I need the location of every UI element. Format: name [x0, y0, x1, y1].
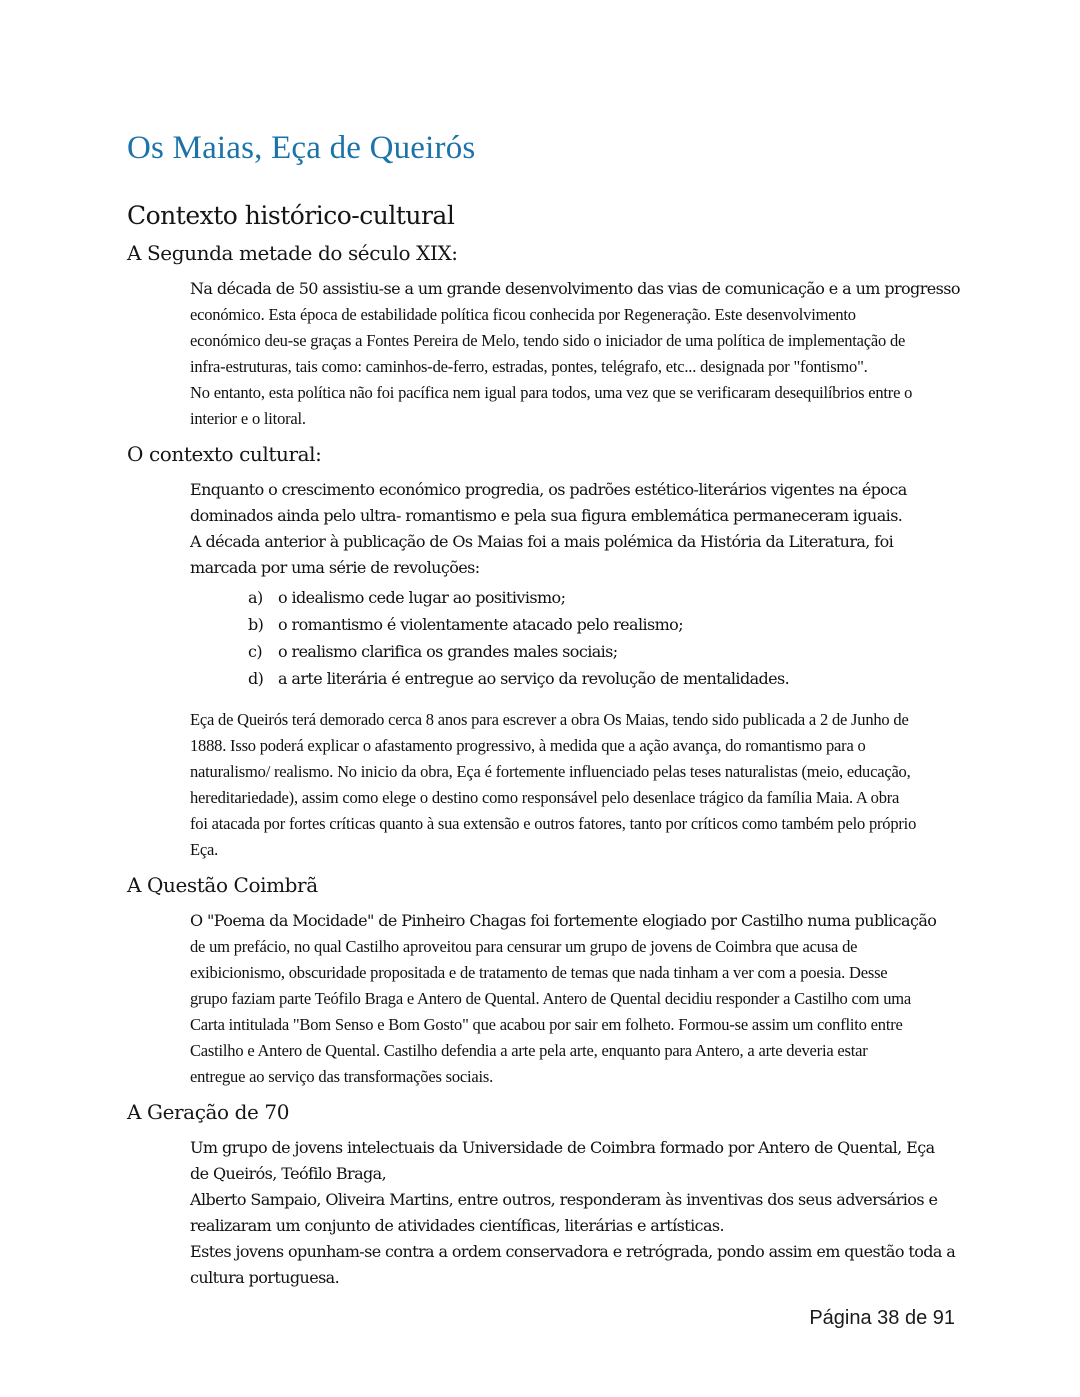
paragraph-line: de um prefácio, no qual Castilho aproveitou para censurar um grupo de jovens de Coimbra que acusa de [190, 936, 858, 956]
list-item [248, 638, 1020, 665]
paragraph-line: Eça. [190, 839, 219, 859]
paragraph-contexto-cultural [190, 477, 1020, 581]
paragraph-line: interior e o litoral. [190, 408, 306, 428]
paragraph-line: 1888. Isso poderá explicar o afastamento progressivo, à medida que a ação avança, do romantismo para o [190, 735, 866, 755]
subheading-questao-coimbra: A Questão Coimbrã [127, 872, 318, 897]
paragraph-questao-coimbra [190, 908, 1020, 1090]
paragraph-line: Um grupo de jovens intelectuais da Universidade de Coimbra formado por Antero de Quental, Eça [190, 1137, 935, 1157]
list-marker: d) [248, 668, 264, 688]
paragraph-line: O "Poema da Mocidade" de Pinheiro Chagas foi fortemente elogiado por Castilho numa publicação [190, 910, 937, 930]
paragraph-line: entregue ao serviço das transformações sociais. [190, 1066, 494, 1086]
subheading-geracao-70: A Geração de 70 [127, 1099, 290, 1124]
paragraph-line: hereditariedade), assim como elege o destino como responsável pelo desenlace trágico da família Maia. A obra [190, 787, 900, 807]
page-title: Os Maias, Eça de Queirós [127, 130, 476, 166]
paragraph-line: económico deu-se graças a Fontes Pereira de Melo, tendo sido o iniciador de uma política de implementação de [190, 330, 906, 350]
paragraph-line: de Queirós, Teófilo Braga, [190, 1163, 387, 1183]
paragraph-line: grupo faziam parte Teófilo Braga e Antero de Quental. Antero de Quental decidiu responder a Castilho com uma [190, 988, 912, 1008]
list-item-text: a arte literária é entregue ao serviço da revolução de mentalidades. [278, 668, 790, 688]
paragraph-line: dominados ainda pelo ultra- romantismo e pela sua figura emblemática permaneceram iguais. [190, 505, 903, 525]
paragraph-eca-obra [190, 707, 1020, 863]
paragraph-line: Castilho e Antero de Quental. Castilho defendia a arte pela arte, enquanto para Antero, a arte deveria estar [190, 1040, 868, 1060]
paragraph-line: Eça de Queirós terá demorado cerca 8 anos para escrever a obra Os Maias, tendo sido publicada a 2 de Junho de [190, 709, 909, 729]
list-item [248, 611, 1020, 638]
list-marker: a) [248, 587, 263, 607]
page-number: Página 38 de 91 [809, 1306, 955, 1329]
paragraph-line: A década anterior à publicação de Os Maias foi a mais polémica da História da Literatura, foi [190, 531, 894, 551]
paragraph-regeneracao [190, 276, 1020, 432]
paragraph-line: Alberto Sampaio, Oliveira Martins, entre outros, responderam às inventivas dos seus adversários e [190, 1189, 938, 1209]
paragraph-line: Carta intitulada "Bom Senso e Bom Gosto" que acabou por sair em folheto. Formou-se assim um conflito entre [190, 1014, 903, 1034]
paragraph-line: marcada por uma série de revoluções: [190, 557, 480, 577]
paragraph-line: Estes jovens opunham-se contra a ordem conservadora e retrógrada, pondo assim em questão toda a [190, 1241, 956, 1261]
paragraph-line: Na década de 50 assistiu-se a um grande desenvolvimento das vias de comunicação e a um progresso [190, 278, 960, 298]
list-item [248, 665, 1020, 692]
list-item-text: o romantismo é violentamente atacado pelo realismo; [278, 614, 684, 634]
list-item-text: o realismo clarifica os grandes males sociais; [278, 641, 618, 661]
list-marker: c) [248, 641, 263, 661]
paragraph-line: infra-estruturas, tais como: caminhos-de-ferro, estradas, pontes, telégrafo, etc... designada por "fontismo". [190, 356, 868, 376]
list-marker: b) [248, 614, 264, 634]
paragraph-line: Enquanto o crescimento económico progredia, os padrões estético-literários vigentes na época [190, 479, 907, 499]
list-item-text: o idealismo cede lugar ao positivismo; [278, 587, 566, 607]
section-heading-contexto-historico: Contexto histórico-cultural [127, 200, 455, 230]
list-item [248, 584, 1020, 611]
subheading-contexto-cultural: O contexto cultural: [127, 441, 322, 466]
paragraph-line: naturalismo/ realismo. No inicio da obra, Eça é fortemente influenciado pelas teses naturalistas (meio, educação, [190, 761, 911, 781]
paragraph-line: cultura portuguesa. [190, 1267, 340, 1287]
paragraph-line: foi atacada por fortes críticas quanto à sua extensão e outros fatores, tanto por críticos como também pelo próprio [190, 813, 917, 833]
paragraph-geracao-70 [190, 1135, 1020, 1291]
subheading-segunda-metade: A Segunda metade do século XIX: [127, 240, 458, 265]
paragraph-line: No entanto, esta política não foi pacífica nem igual para todos, uma vez que se verificaram desequilíbrios entre o [190, 382, 913, 402]
paragraph-line: realizaram um conjunto de atividades científicas, literárias e artísticas. [190, 1215, 724, 1235]
revolutions-list [248, 584, 1020, 692]
paragraph-line: económico. Esta época de estabilidade política ficou conhecida por Regeneração. Este desenvolvimento [190, 304, 856, 324]
paragraph-line: exibicionismo, obscuridade propositada e de tratamento de temas que nada tinham a ver com a poesia. Desse [190, 962, 888, 982]
